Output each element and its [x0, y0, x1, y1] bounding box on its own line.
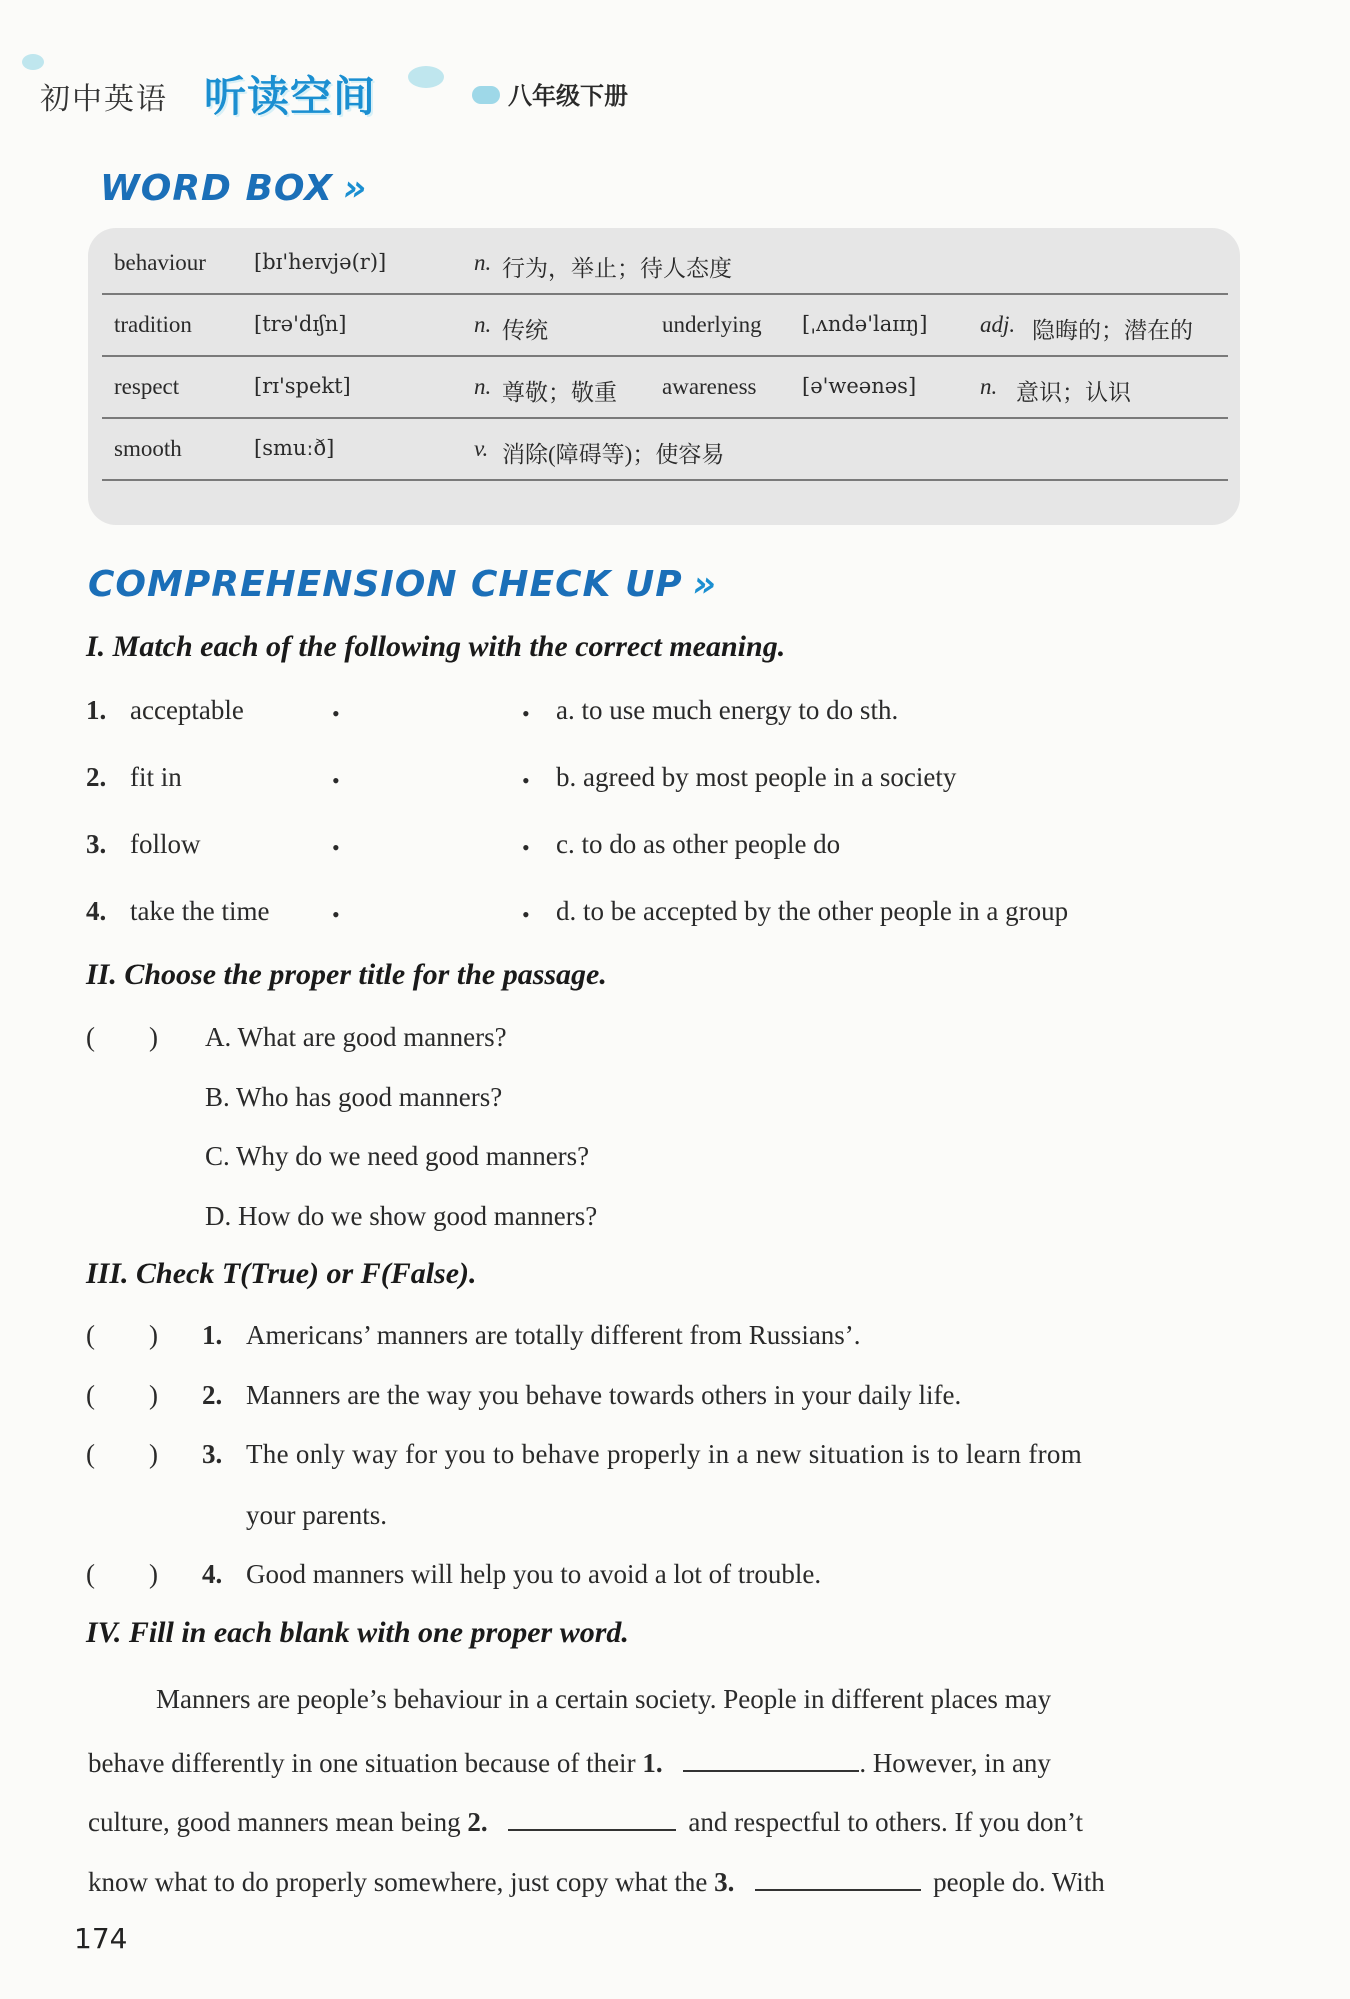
word-box-table — [88, 228, 1240, 525]
word-row — [102, 294, 1228, 357]
passage-line — [88, 1803, 1083, 1838]
double-chevron-icon: » — [342, 168, 368, 209]
fill-blank-1[interactable] — [683, 1744, 859, 1772]
statement-text: Good manners will help you to avoid a lot of trouble. — [246, 1559, 822, 1589]
phonetic: [ə'weənəs] — [802, 374, 917, 398]
answer-bracket[interactable]: ( ) — [86, 1320, 158, 1350]
passage-text: behave differently in one situation because of their — [88, 1748, 643, 1778]
option-a: A. What are good manners? — [205, 1022, 507, 1052]
cloud-bullet-icon — [472, 86, 500, 104]
option-d: D. How do we show good manners? — [205, 1201, 598, 1231]
term: acceptable — [130, 695, 244, 725]
brand-logo: 听读空间 — [204, 72, 377, 121]
phonetic: [bɪ'heɪvjə(r)] — [254, 250, 387, 274]
word-row — [102, 418, 1228, 481]
definition: d. to be accepted by the other people in a group — [556, 896, 1069, 926]
definition: a. to use much energy to do sth. — [556, 695, 899, 725]
match-item — [86, 695, 1246, 735]
part-of-speech: n. — [474, 312, 492, 337]
item-number: 3. — [202, 1439, 223, 1469]
match-item — [86, 896, 1246, 936]
item-number: 3. — [86, 829, 107, 859]
match-dot-right[interactable]: • — [522, 768, 530, 793]
match-dot-right[interactable]: • — [522, 701, 530, 726]
statement-text: The only way for you to behave properly in a new situation is to learn from — [246, 1439, 1083, 1469]
fill-blank-3[interactable] — [755, 1863, 921, 1891]
statement-text: Manners are the way you behave towards others in your daily life. — [246, 1380, 962, 1410]
part2-title: II. Choose the proper title for the passage. — [86, 958, 607, 991]
match-item — [86, 762, 1246, 802]
passage-text: know what to do properly somewhere, just copy what the — [88, 1867, 715, 1897]
part-of-speech: n. — [980, 374, 998, 399]
word-row — [102, 232, 1228, 295]
statement-text: your parents. — [246, 1500, 387, 1530]
part3-title: III. Check T(True) or F(False). — [86, 1257, 477, 1290]
phonetic: [trə'dɪʃn] — [254, 312, 347, 336]
word: respect — [114, 374, 180, 399]
statement-text: Americans’ manners are totally different from Russians’. — [246, 1320, 861, 1350]
part1-title: I. Match each of the following with the correct meaning. — [86, 630, 786, 663]
term: follow — [130, 829, 201, 859]
meaning: 行为，举止；待人态度 — [502, 256, 732, 281]
page-header — [28, 62, 728, 132]
word: smooth — [114, 436, 182, 461]
item-number: 4. — [86, 896, 107, 926]
match-dot-left[interactable]: • — [332, 835, 340, 860]
page-number: 174 — [74, 1922, 128, 1955]
meaning: 隐晦的；潜在的 — [1032, 318, 1193, 343]
passage-line — [88, 1863, 1105, 1898]
term: take the time — [130, 896, 270, 926]
word-box-heading-text: WORD BOX — [100, 168, 333, 209]
option-c: C. Why do we need good manners? — [205, 1141, 590, 1171]
word: tradition — [114, 312, 192, 337]
answer-bracket[interactable]: ( ) — [86, 1022, 158, 1052]
answer-bracket[interactable]: ( ) — [86, 1439, 158, 1469]
meaning: 消除(障碍等)；使容易 — [502, 442, 725, 467]
part-of-speech: adj. — [980, 312, 1016, 337]
cloud-decoration-icon — [408, 66, 444, 88]
passage-text: and respectful to others. If you don’t — [688, 1807, 1084, 1837]
cloud-decoration-icon — [22, 54, 44, 70]
match-dot-left[interactable]: • — [332, 768, 340, 793]
phonetic: [smuːð] — [254, 436, 335, 460]
answer-bracket[interactable]: ( ) — [86, 1559, 158, 1589]
item-number: 4. — [202, 1559, 223, 1589]
passage-text: people do. With — [933, 1867, 1105, 1897]
term: fit in — [130, 762, 182, 792]
definition: b. agreed by most people in a society — [556, 762, 957, 792]
match-dot-left[interactable]: • — [332, 902, 340, 927]
item-number: 1. — [86, 695, 107, 725]
word-box-heading — [100, 168, 367, 209]
passage-text: . However, in any — [859, 1748, 1051, 1778]
word: behaviour — [114, 250, 206, 275]
item-number: 2. — [202, 1380, 223, 1410]
match-dot-left[interactable]: • — [332, 701, 340, 726]
item-number: 1. — [202, 1320, 223, 1350]
item-number: 2. — [86, 762, 107, 792]
comprehension-heading — [88, 564, 717, 605]
part4-title: IV. Fill in each blank with one proper word. — [86, 1616, 629, 1649]
passage-text: culture, good manners mean being — [88, 1807, 468, 1837]
phonetic: [rɪ'spekt] — [254, 374, 351, 398]
passage-line: Manners are people’s behaviour in a certain society. People in different places may — [156, 1684, 1052, 1714]
word: awareness — [662, 374, 757, 399]
match-dot-right[interactable]: • — [522, 835, 530, 860]
double-chevron-icon: » — [692, 564, 717, 605]
part-of-speech: n. — [474, 250, 492, 275]
series-title: 初中英语 — [40, 82, 168, 117]
phonetic: [ˌʌndə'laɪɪŋ] — [802, 312, 928, 336]
meaning: 尊敬；敬重 — [502, 380, 617, 405]
part-of-speech: n. — [474, 374, 492, 399]
blank-number: 3. — [714, 1867, 735, 1897]
blank-number: 1. — [642, 1748, 663, 1778]
blank-number: 2. — [467, 1807, 488, 1837]
definition: c. to do as other people do — [556, 829, 841, 859]
part-of-speech: v. — [474, 436, 489, 461]
match-item — [86, 829, 1246, 869]
answer-bracket[interactable]: ( ) — [86, 1380, 158, 1410]
comprehension-heading-text: COMPREHENSION CHECK UP — [88, 564, 683, 605]
match-dot-right[interactable]: • — [522, 902, 530, 927]
grade-label: 八年级下册 — [508, 82, 628, 110]
passage-line — [88, 1744, 1051, 1779]
option-b: B. Who has good manners? — [205, 1082, 503, 1112]
meaning: 意识；认识 — [1016, 380, 1131, 405]
fill-blank-2[interactable] — [508, 1803, 676, 1831]
meaning: 传统 — [502, 318, 548, 343]
word: underlying — [662, 312, 762, 337]
word-row — [102, 356, 1228, 419]
